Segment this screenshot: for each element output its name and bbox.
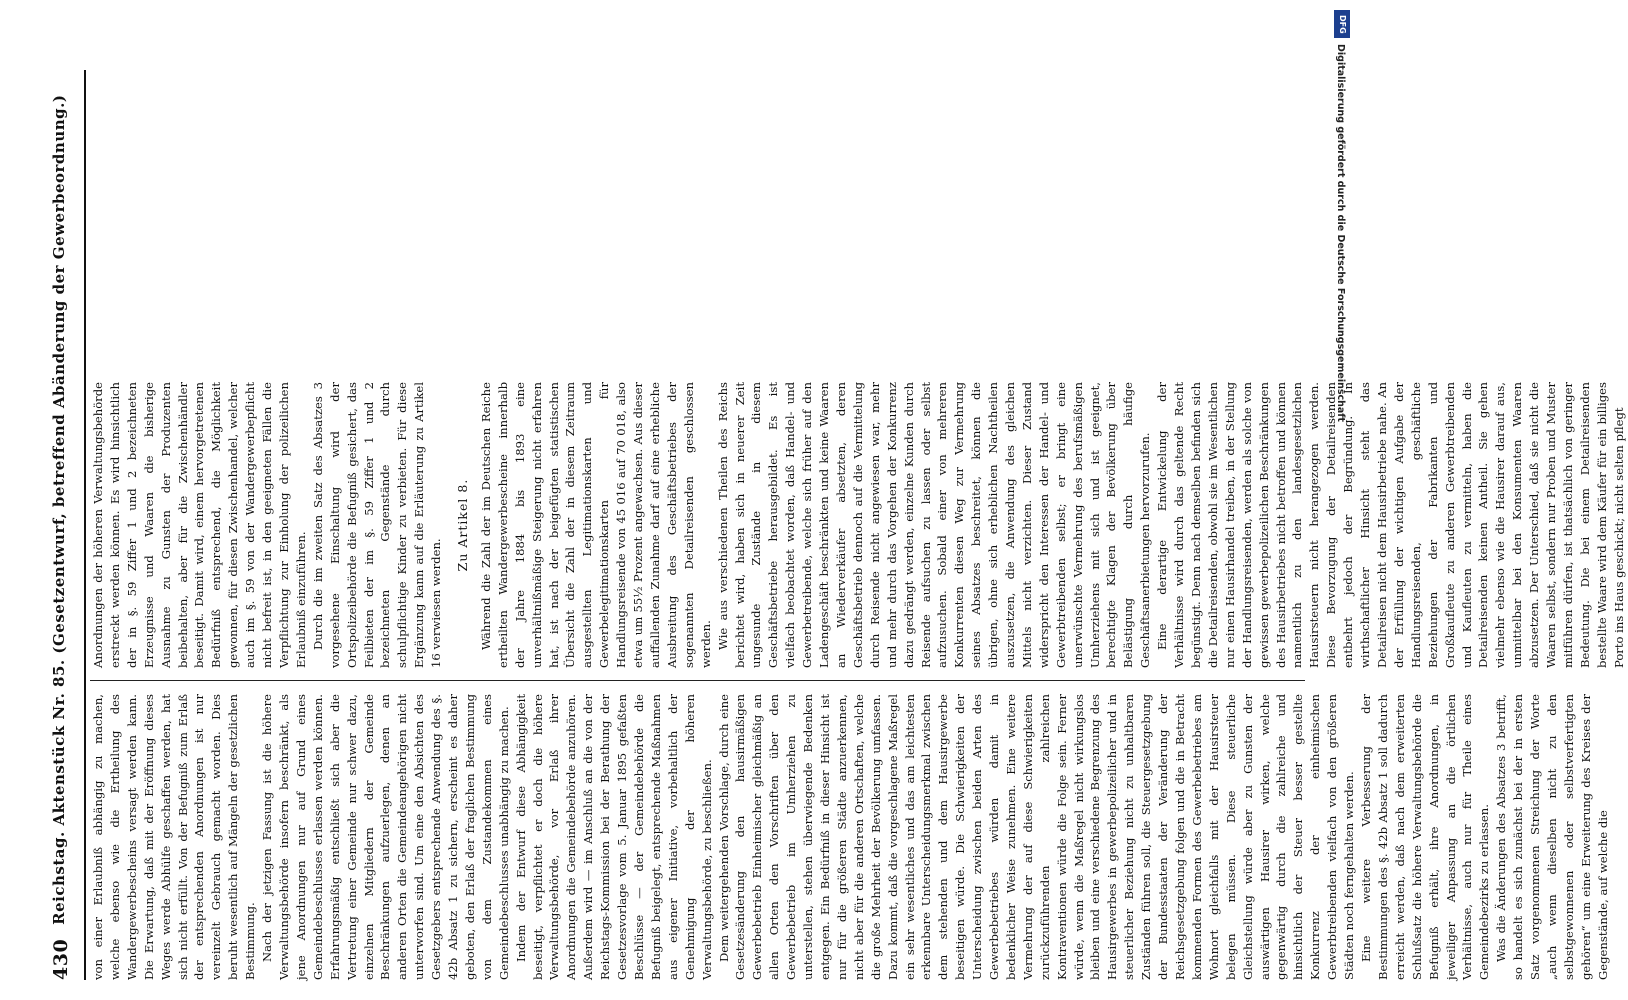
paragraph: Indem der Entwurf diese Abhängigkeit beseitigt, verpflichtet er doch die höhere Verwaltungsbehörde, vor Erlaß ihrer Anordnungen die Gemeindebehörde anzuhören. Außerdem wird — im Anschluß an die von der Reichstags-Kommission bei der Berathung der Gesetzesvorlage vom 5. Januar 1895 gefaßten Beschlüsse — der Gemeindebehörde die Befugniß beigelegt, entsprechende Maßnahmen aus eigener Initiative, vorbehaltlich der Genehmigung der höheren Verwaltungsbehörde, zu beschließen. xyxy=(513,694,714,980)
paragraph: Dem weitergehenden Vorschlage, durch eine Gesetzesänderung den hausirmäßigen Gewerbebetrieb Einheimischer gleichmäßig an allen Orten den Vorschriften über den Gewerbebetrieb im Umherziehen zu unterstellen, stehen überwiegende Bedenken entgegen. Ein Bedürfniß in dieser Hinsicht ist nur für die größeren Städte anzuerkennen, nicht aber für die anderen Ortschaften, welche die große Mehrheit der Bevölkerung umfassen. Dazu kommt, daß die vorgeschlagene Maßregel ein sehr wesentliches und das am leichtesten erkennbare Unterscheidungsmerkmal zwischen dem stehenden und dem Hausirgewerbe beseitigen würde. Die Schwierigkeiten der Unterscheidung zwischen beiden Arten des Gewerbebetriebes würden damit in bedenklicher Weise zunehmen. Eine weitere Vermehrung der auf diese Schwierigkeiten zurückzuführenden zahlreichen Kontraventionen würde die Folge sein. Ferner würde, wenn die Maßregel nicht wirkungslos bleiben und eine verschiedene Begrenzung des Hausirgewerbes in gewerbepolizeilicher und in steuerlicher Beziehung nicht zu unhaltbaren Zuständen führen soll, die Steuergesetzgebung der Bundesstaaten der Veränderung der Reichsgesetzgebung folgen und die in Betracht kommenden Formen des Gewerbebetriebes am Wohnort gleichfalls mit der Hausirsteuer belegen müssen. Diese steuerliche Gleichstellung würde aber zu Gunsten der auswärtigen Hausirer wirken, welche gegenwärtig durch die zahlreiche und hinsichtlich der Steuer besser gestellte Konkurrenz der einheimischen Gewerbtreibenden vielfach von den größeren Städten noch ferngehalten werden. xyxy=(716,694,1357,980)
header-rule xyxy=(84,70,86,980)
paragraph: Was die Änderungen des Absatzes 3 betrifft, so handelt es sich zunächst bei der in ersten Satz vorgenommenen Streichung der Worte „auch wenn dieselben nicht zu den selbstgewonnenen oder selbstverfertigten gehören“ um eine Erweiterung des Kreises der Gegenstände, auf welche die xyxy=(1494,694,1610,980)
text-column-middle xyxy=(90,382,1626,668)
dfg-logo: DFG xyxy=(1334,10,1350,38)
digitization-credit xyxy=(1331,10,1353,990)
paragraph: Anordnungen der höheren Verwaltungsbehörde erstreckt werden können. Es wird hinsichtlich der in §. 59 Ziffer 1 und 2 bezeichneten Erzeugnisse und Waaren die bisherige Ausnahme zu Gunsten der Produzenten beibehalten, aber für die Zwischenhändler beseitigt. Damit wird, einem hervorgetretenen Bedürfniß entsprechend, die Möglichkeit gewonnen, für diesen Zwischenhandel, welcher auch im §. 59 von der Wandergewerbepflicht nicht befreit ist, in den geeigneten Fällen die Verpflichtung zur Einholung der polizeilichen Erlaubniß einzuführen. xyxy=(91,382,308,668)
paragraph: Eine derartige Entwickelung der Verhältnisse wird durch das geltende Recht begünstigt. Denn nach demselben befinden sich die Detailreisenden, obwohl sie im Wesentlichen nur einen Hausirhandel treiben, in der Stellung der Handlungsreisenden, werden als solche von gewissen gewerbepolizeilichen Beschränkungen des Hausirbetriebes nicht betroffen und können namentlich zu den landesgesetzlichen Hausirsteuern nicht herangezogen werden. Diese Bevorzugung der Detailreisenden entbehrt jedoch der Begründung. In wirthschaftlicher Hinsicht steht das Detailreisen nicht dem Hausirbetriebe nahe. An der Erfüllung der wichtigen Aufgabe der Handlungsreisenden, geschäftliche Beziehungen der Fabrikanten und Großkaufleute zu anderen Gewerbtreibenden und Kaufleuten zu vermitteln, haben die Detailreisenden keinen Antheil. Sie gehen vielmehr ebenso wie die Hausirer darauf aus, unmittelbar bei den Konsumenten Waaren abzusetzen. Der Unterschied, daß sie nicht die Waaren selbst, sondern nur Proben und Muster mitführen dürfen, ist thatsächlich von geringer Bedeutung. Die bei einem Detailreisenden bestellte Waare wird dem Käufer für ein billiges Porto ins Haus geschickt; nicht selten pflegt xyxy=(1155,382,1626,668)
page-header xyxy=(50,70,86,980)
text-column-left xyxy=(90,694,1610,980)
paragraph: Wie aus verschiedenen Theilen des Reichs berichtet wird, haben sich in neuerer Zeit ungesunde Zustände in diesem Geschäftsbetriebe herausgebildet. Es ist vielfach beobachtet worden, daß Handel- und Gewerbetreibende, welche sich früher auf den Ladengeschäft beschränkten und keine Waaren an Wiederverkäufer absetzten, deren Geschäftsbetrieb dennoch auf die Vermittelung durch Reisende nicht angewiesen war, mehr und mehr durch das Vorgehen der Konkurrenz dazu gedrängt werden, einzelne Kunden durch Reisende aufsuchen zu lassen oder selbst aufzusuchen. Sobald einer von mehreren Konkurrenten diesen Weg zur Vermehrung seines Absatzes beschreitet, können die übrigen, ohne sich erheblichen Nachtheilen auszusetzen, die Anwendung des gleichen Mittels nicht verzichten. Dieser Zustand widerspricht den Interessen der Handel- und Gewerbtreibenden selbst; er bringt eine unerwünschte Vermehrung des berufsmäßigen Umherziehens mit sich und ist geeignet, berechtigte Klagen der Bevölkerung über Belästigung durch häufige Geschäftsanerbietungen hervorzurufen. xyxy=(715,382,1153,668)
section-heading: Zu Artikel 8. xyxy=(455,478,471,572)
paragraph: von einer Erlaubniß abhängig zu machen, welche ebenso wie die Ertheilung des Wandergewerbescheins versagt werden kann. Die Erwartung, daß mit der Eröffnung dieses Weges werde Abhülfe geschaffen werden, hat sich nicht erfüllt. Von der Befugniß zum Erlaß der entsprechenden Anordnungen ist nur vereinzelt Gebrauch gemacht worden. Dies beruht wesentlich auf Mängeln der gesetzlichen Bestimmung. xyxy=(91,694,258,980)
credit-text: Digitalisierung gefördert durch die Deutsche Forschungsgemeinschaft xyxy=(1335,44,1346,422)
paragraph: Nach der jetzigen Fassung ist die höhere Verwaltungsbehörde insofern beschränkt, als jene Anordnungen nur auf Grund eines Gemeindebeschlusses erlassen werden können. Erfahrungsmäßig entschließt sich aber die Vertretung einer Gemeinde nur schwer dazu, einzelnen Mitgliedern der Gemeinde Beschränkungen aufzuerlegen, denen an anderen Orten die Gemeindeangehörigen nicht unterworfen sind. Um eine den Absichten des Gesetzgebers entsprechende Anwendung des §. 42b Absatz 1 zu sichern, erscheint es daher geboten, den Erlaß der fraglichen Bestimmung von dem Zustandekommen eines Gemeindebeschlusses unabhängig zu machen. xyxy=(260,694,511,980)
running-title: Reichstag. Aktenstück Nr. 85. (Gesetzentwurf, betreffend Abänderung der Gewerbeordnung.) xyxy=(50,94,68,925)
paragraph: Während die Zahl der im Deutschen Reiche ertheilten Wandergewerbescheine innerhalb der Jahre 1884 bis 1893 eine unverhältnißmäßige Steigerung nicht erfahren hat, ist nach der beigefügten statistischen Übersicht die Zahl der in diesem Zeitraum ausgestellten Legitimationskarten und Gewerbelegitimationskarten für Handlungsreisende von 45 016 auf 70 018, also etwa um 55½ Prozent angewachsen. Aus dieser auffallenden Zunahme darf auf eine erhebliche Ausbreitung des Geschäftsbetriebes der sogenannten Detailreisenden geschlossen werden. xyxy=(478,382,713,668)
page-number: 430 xyxy=(50,938,72,980)
paragraph: Durch die im zweiten Satz des Absatzes 3 vorgesehene Einschaltung wird der Ortspolizeibehörde die Befugniß gesichert, das Feilbieten der im §. 59 Ziffer 1 und 2 bezeichneten Gegenstände durch schulpflichtige Kinder zu verbieten. Für diese Ergänzung kann auf die Erläuterung zu Artikel 16 verwiesen werden. xyxy=(310,382,444,668)
paragraph: Eine weitere Verbesserung der Bestimmungen des §. 42b Absatz 1 soll dadurch erreicht werden, daß nach dem erweiterten Schlußsatz die höhere Verwaltungsbehörde die Befugniß erhält, ihre Anordnungen, in jeweiliger Anpassung an die örtlichen Verhältnisse, auch nur für Theile eines Gemeindebezirks zu erlassen. xyxy=(1358,694,1492,980)
column-divider xyxy=(90,680,1305,681)
